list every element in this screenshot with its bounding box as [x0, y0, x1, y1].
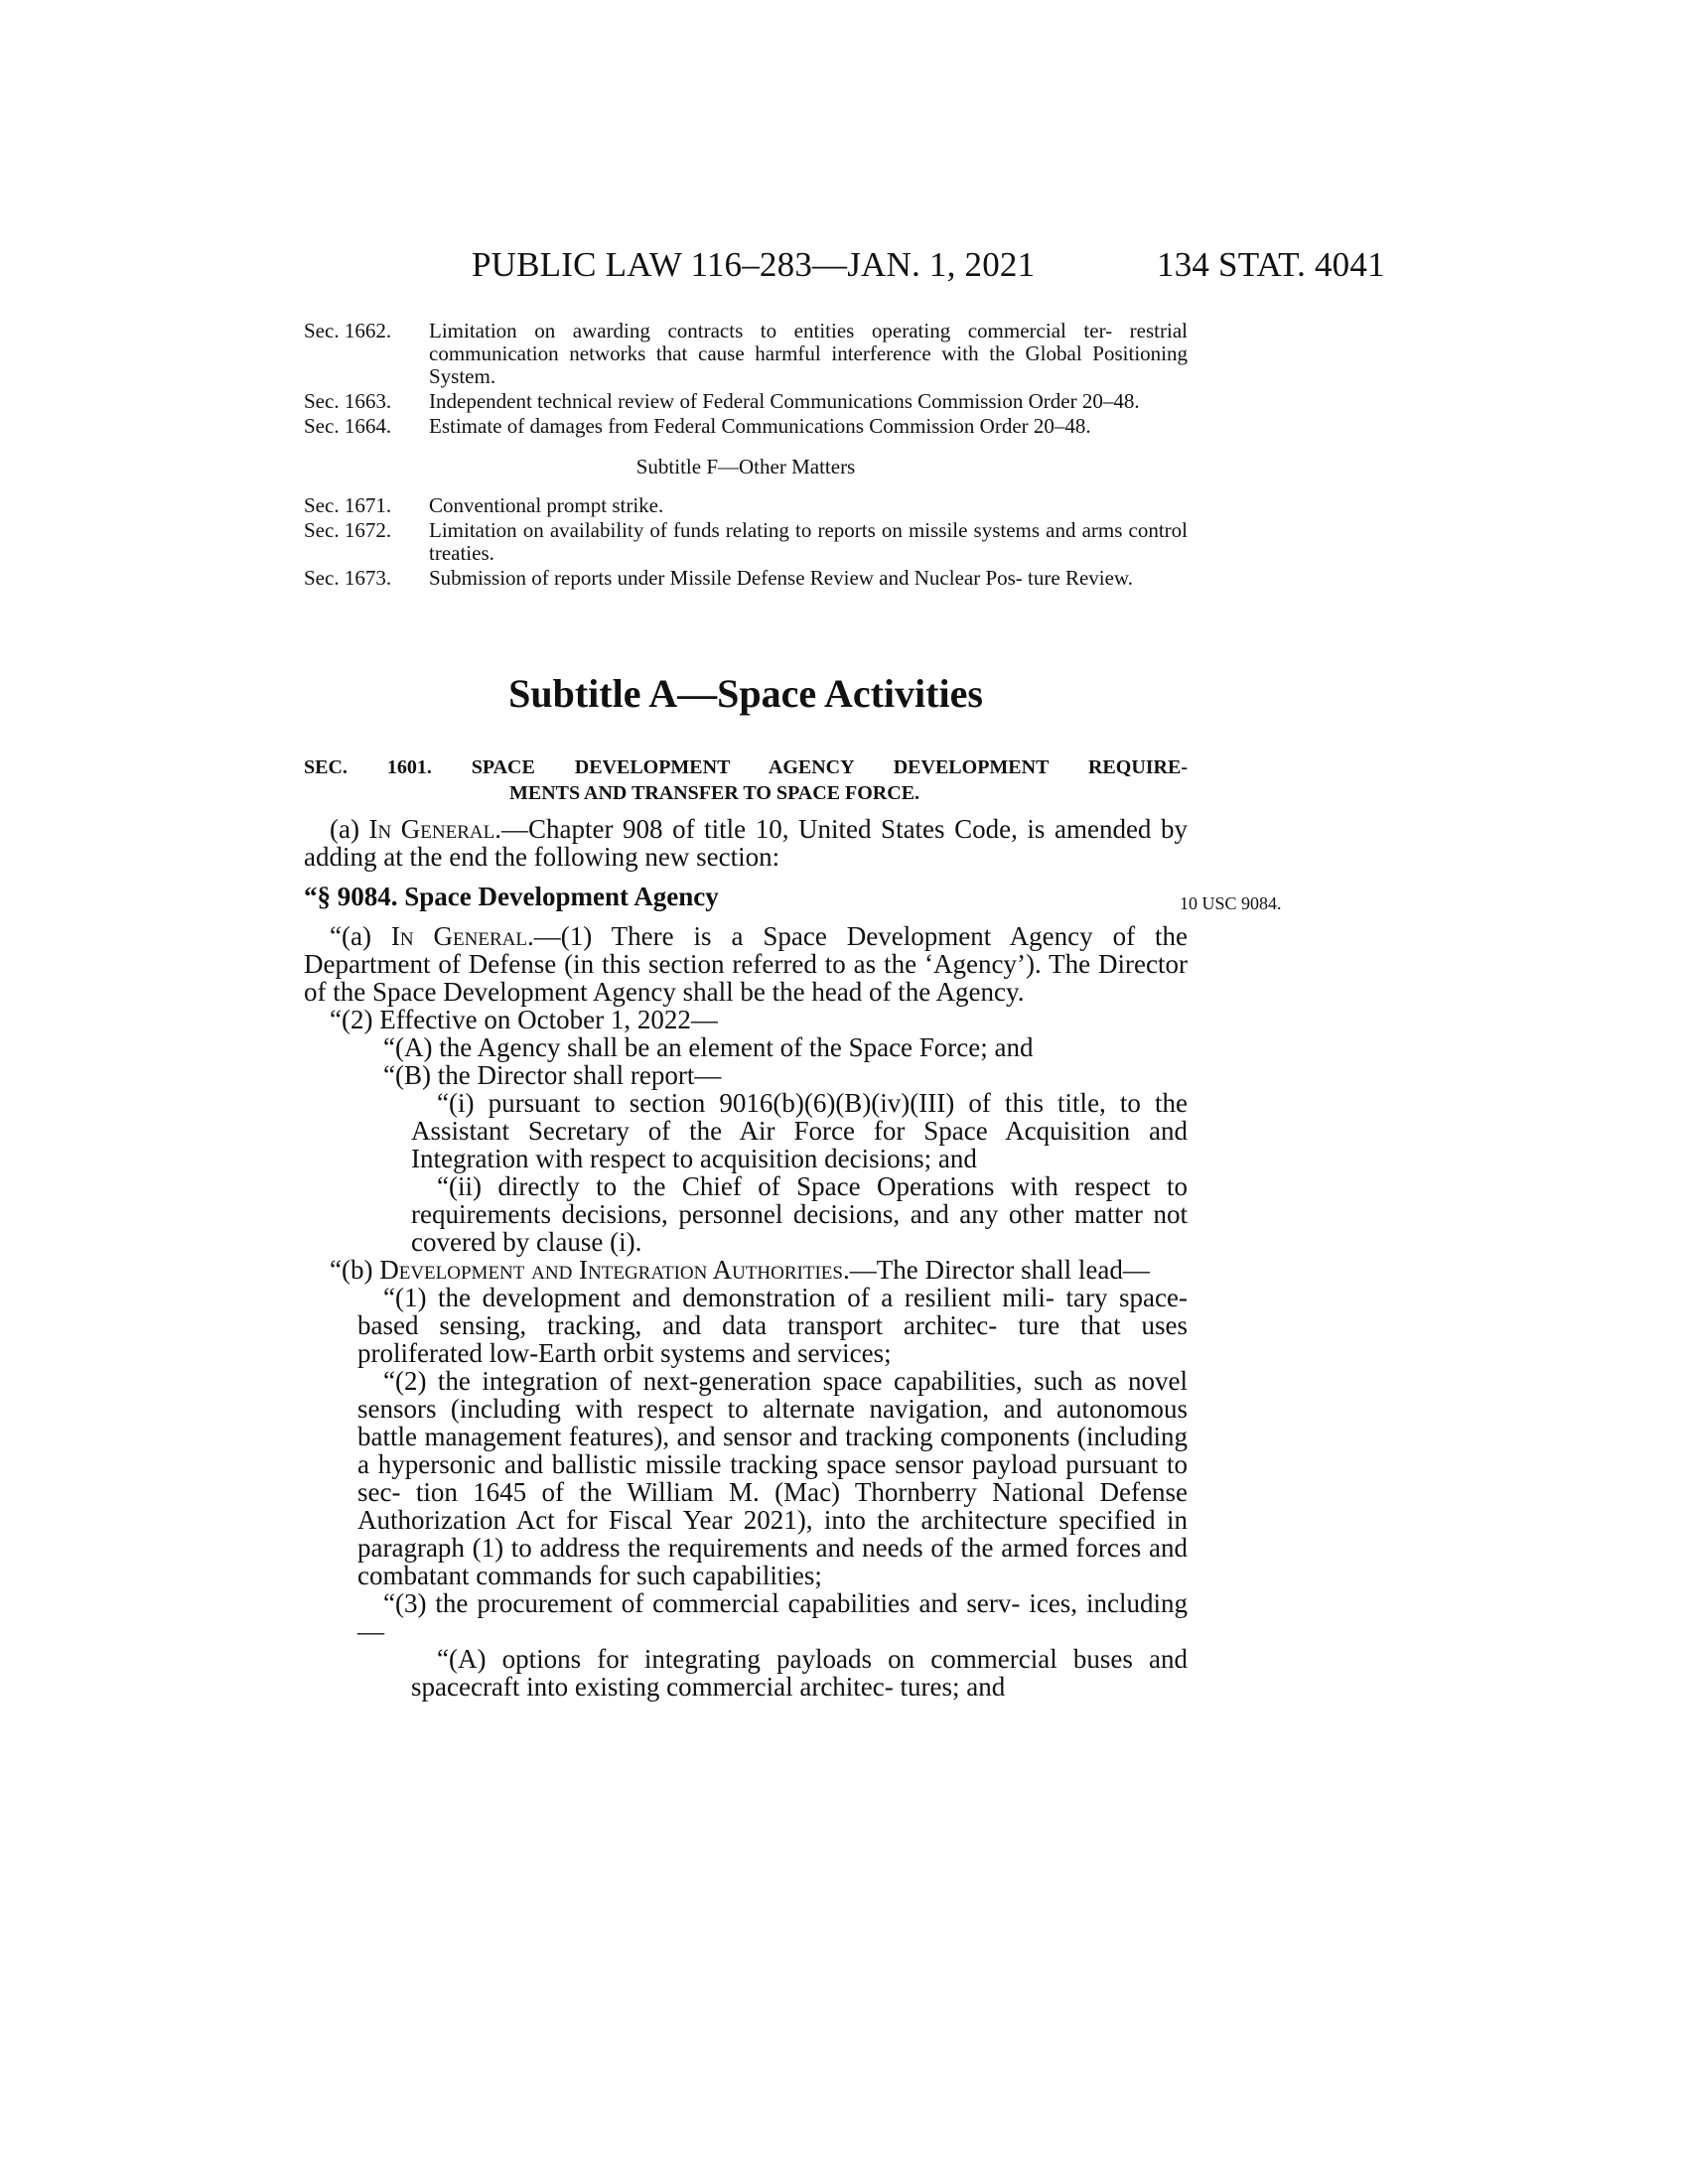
paragraph: “(2) the integration of next-generation space capabilities, such as novel sensors (including with respect to alternate navigation, and autonomous battle management features), and sensor and tracking components (including a hypersonic and ballistic missile tracking space sensor payload pursuant to sec- tion 1645 of the William M. (Mac) Thornberry National Defense Authorization Act for Fiscal Year 2021), into the architecture specified in paragraph (1) to address the requirements and needs of the armed forces and combatant commands for such capabilities; [357, 1366, 1188, 1590]
paragraph: “(b) Development and Integration Authorities.—The Director shall lead— [330, 1255, 1150, 1285]
section-heading-line: SEC. 1601. SPACE DEVELOPMENT AGENCY DEVELOPMENT REQUIRE- [304, 756, 1188, 778]
section-heading-line: MENTS AND TRANSFER TO SPACE FORCE. [509, 782, 920, 804]
paragraph: “(A) options for integrating payloads on commercial buses and spacecraft into existing commercial architec- tures; and [411, 1644, 1188, 1702]
toc-section-number: Sec. 1672. [304, 518, 392, 542]
toc-item [304, 567, 1188, 590]
table-of-contents [304, 320, 1188, 592]
paragraph: “(i) pursuant to section 9016(b)(6)(B)(iv)(III) of this title, to the Assistant Secretary of the Air Force for Space Acquisition and Integration with respect to acquisition decisions; and [411, 1088, 1188, 1173]
toc-section-number: Sec. 1673. [304, 566, 392, 590]
paragraph: “(1) the development and demonstration of a resilient mili- tary space-based sensing, tracking, and data transport architec- ture that uses proliferated low-Earth orbit systems and services; [357, 1283, 1188, 1368]
toc-section-number: Sec. 1662. [304, 319, 392, 342]
new-section-title: “§ 9084. Space Development Agency [304, 882, 719, 911]
toc-section-title: Submission of reports under Missile Defense Review and Nuclear Pos- ture Review. [429, 566, 1133, 590]
paragraph: (a) In General.—Chapter 908 of title 10, United States Code, is amended by adding at the end the following new section: [304, 814, 1188, 872]
paragraph: “(a) In General.—(1) There is a Space Development Agency of the Department of Defense (in this section referred to as the ‘Agency’). The Director of the Space Development Agency shall be the head of the Agency. [304, 921, 1188, 1007]
running-header-stat: 134 STAT. 4041 [1157, 245, 1385, 284]
paragraph: “(2) Effective on October 1, 2022— [330, 1005, 718, 1034]
toc-subtitle-heading: Subtitle F—Other Matters [635, 455, 856, 478]
margin-citation: 10 USC 9084. [1180, 893, 1282, 913]
toc-section-title: Conventional prompt strike. [429, 493, 664, 517]
toc-section-number: Sec. 1663. [304, 389, 392, 413]
paragraph: “(A) the Agency shall be an element of the Space Force; and [383, 1032, 1034, 1062]
paragraph: “(B) the Director shall report— [383, 1060, 722, 1090]
toc-item [304, 390, 1188, 413]
toc-section-number: Sec. 1671. [304, 493, 392, 517]
toc-section-number: Sec. 1664. [304, 414, 392, 438]
toc-item [304, 415, 1188, 438]
section-heading [304, 754, 1188, 806]
toc-item [304, 519, 1188, 565]
paragraph: “(3) the procurement of commercial capabilities and serv- ices, including— [357, 1588, 1188, 1646]
subtitle-heading: Subtitle A—Space Activities [508, 671, 983, 716]
paragraph: “(ii) directly to the Chief of Space Operations with respect to requirements decisions, personnel decisions, and any other matter not covered by clause (i). [411, 1171, 1188, 1257]
toc-item [304, 320, 1188, 388]
toc-section-title: Limitation on availability of funds relating to reports on missile systems and arms control treaties. [429, 518, 1188, 565]
toc-section-title: Estimate of damages from Federal Communications Commission Order 20–48. [429, 414, 1091, 438]
toc-section-title: Limitation on awarding contracts to entities operating commercial ter- restrial communication networks that cause harmful interference with the Global Positioning System. [429, 319, 1188, 388]
section-body [304, 815, 1188, 1701]
toc-section-title: Independent technical review of Federal Communications Commission Order 20–48. [429, 389, 1140, 413]
toc-item [304, 494, 1188, 517]
running-header-law: PUBLIC LAW 116–283—JAN. 1, 2021 [472, 245, 1036, 284]
